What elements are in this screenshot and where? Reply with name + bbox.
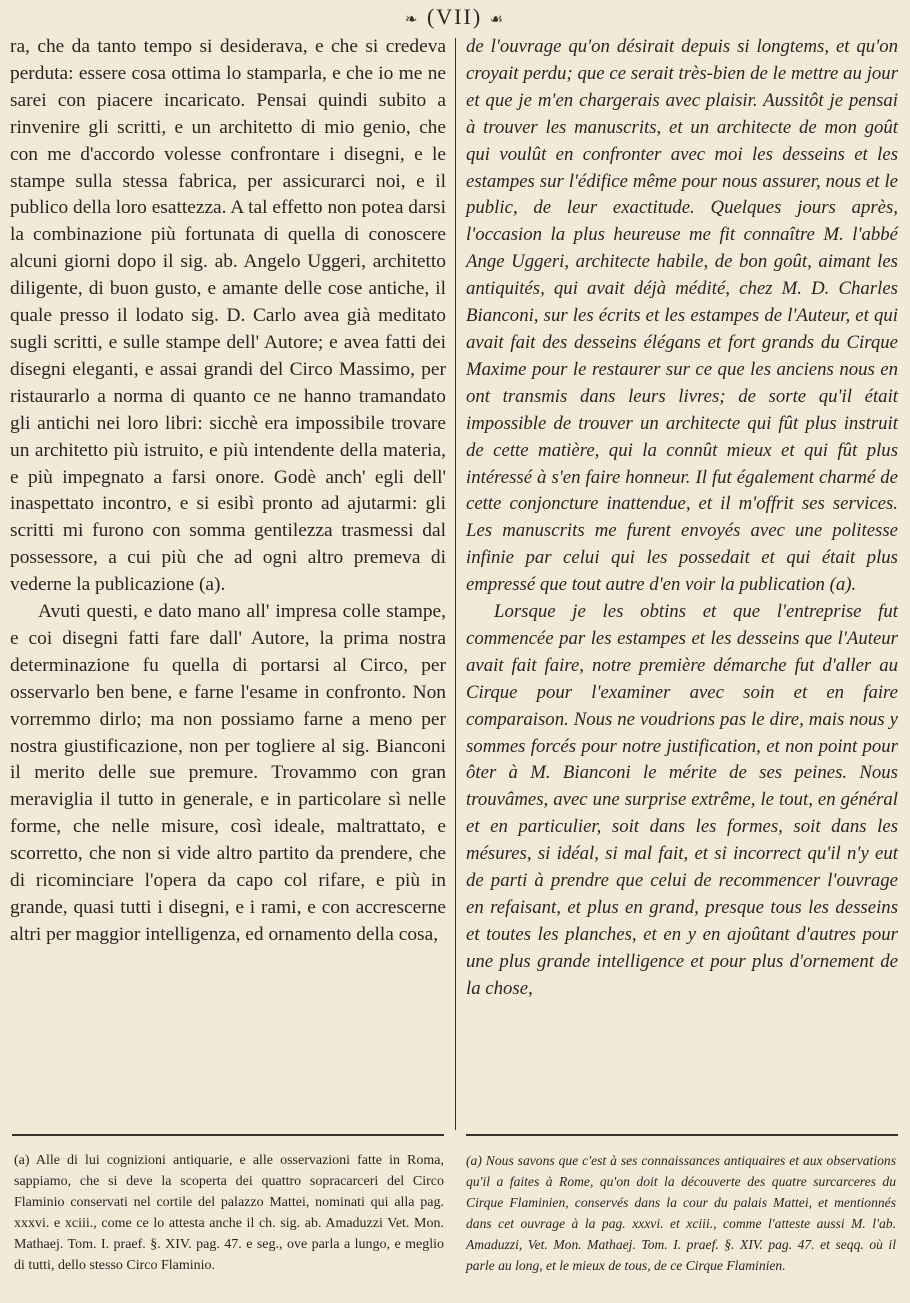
footnote-rule-right [466, 1134, 898, 1136]
french-text-column [466, 34, 898, 1124]
french-footnote [466, 1150, 896, 1276]
right-ornament-icon: ☙ [489, 12, 506, 28]
french-paragraph-1: de l'ouvrage qu'on désirait depuis si longtems, et qu'on croyait perdu; que ce serait très-bien de le mettre au jour et que je m'en chargerais avec plaisir. Aussitôt je pensai à trouver les manuscrits, et un architecte de mon goût qui voulût en confronter avec moi les desseins et les estampes sur l'édifice même pour nous assurer, nous et le public, de leur exactitude. Quelques jours après, l'occasion la plus heureuse me fit connaître M. l'abbé Ange Uggeri, architecte habile, de bon goût, aimant les antiquités, qui avait déjà médité, chez M. D. Charles Bianconi, sur les écrits et les estampes de l'Auteur, et qui avait fait des desseins élégans et fort grands du Cirque Maxime pour le restaurer sur ce que les anciens nous en ont transmis dans leurs livres; de sorte qu'il était impossible de trouver un architecte qui fût plus instruit de cette matière, qui la connût mieux et qui fût plus intéressé à s'en faire honneur. Il fut également charmé de cette conjoncture inattendue, et il m'offrit ses services. Les manuscrits me furent envoyés avec une politesse infinie par celui qui les possedait et qui était plus empressé que tout autre d'en voir la publication (a). [466, 36, 898, 596]
italian-footnote-text: (a) Alle di lui cognizioni antiquarie, e alle osservazioni fatte in Roma, sappiamo, che si deve la scoperta dei quattro sopracarceri del Circo Flaminio conservati nel cortile del palazzo Mattei, nominati qui alla pag. xxxvi. e xciii., come ce lo attesta anche il ch. sig. ab. Amaduzzi Vet. Mon. Mathaej. Tom. I. praef. §. XIV. pag. 47. e seg., ove parla a lungo, e meglio di tutti, dello stesso Circo Flaminio. [14, 1153, 444, 1273]
page-header [0, 4, 910, 30]
french-footnote-text: (a) Nous savons que c'est à ses connaissances antiquaires et aux observations qu'il a faites à Rome, qu'on doit la découverte des quatre surcarceres du Cirque Flaminien, conservés dans la cour du palais Mattei, et mentionnés dans cet ouvrage à la pag. xxxvi. et xciii., comme l'atteste aussi M. l'ab. Amaduzzi, Vet. Mon. Mathaej. Tom. I. praef. §. XIV. pag. 47. et seqq. où il parle au long, et le mieux de tous, de ce Cirque Flaminien. [466, 1153, 896, 1273]
italian-text-column [10, 34, 446, 1124]
italian-paragraph-1: ra, che da tanto tempo si desiderava, e che si credeva perduta: essere cosa ottima lo stamparla, e che io me ne sarei con piacere incaricato. Pensai quindi subito a rinvenire gli scritti, e un architetto di mio genio, che con me d'accordo volesse confrontare i disegni, e le stampe sulla stessa fabrica, per assicurarci noi, e il publico della loro esattezza. A tal effetto non potea darsi la combinazione più fortunata di quella di conoscere alcuni giorni dopo il sig. ab. Angelo Uggeri, architetto diligente, di buon gusto, e amante delle cose antiche, il quale presso il lodato sig. D. Carlo avea già meditato sugli scritti, e sulle stampe dell' Autore; e avea fatti dei disegni eleganti, e assai grandi del Circo Massimo, per ristaurarlo a norma di quanto ce ne hanno tramandato gli antichi nei loro libri: sicchè era impossibile trovare un architetto più istruito, e più intendente della materia, e più impegnato a farsi onore. Godè anch' egli dell' inaspettato incontro, e si esibì pronto ad ajutarmi: gli scritti mi furono con somma gentilezza trasmessi dal possessore, a cui più che ad ogni altro premeva di vederne la publicazione (a). [10, 36, 446, 596]
french-paragraph-2: Lorsque je les obtins et que l'entreprise fut commencée par les estampes et les desseins que l'Auteur avait fait faire, notre première démarche fut d'aller au Cirque pour l'examiner avec soin et en faire comparaison. Nous ne voudrions pas le dire, mais nous y sommes forcés pour notre justification, et non point pour ôter à M. Bianconi le mérite de ses peines. Nous trouvâmes, avec une surprise extrême, le tout, en général et en particulier, soit dans les formes, soit dans les mésures, si idéal, si mal fait, et si incorrect qu'il n'y eut de parti à prendre que celui de recommencer l'ouvrage en refaisant, et plus en grand, presque tous les desseins et toutes les planches, et en y en ajoûtant d'autres pour une plus grande intelligence et pour plus d'ornement de la chose, [466, 601, 898, 999]
page-number: (VII) [426, 4, 483, 29]
italian-paragraph-2: Avuti questi, e dato mano all' impresa colle stampe, e coi disegni fatti fare dall' Autore, la prima nostra determinazione fu quella di portarsi al Circo, per osservarlo ben bene, e farne l'esame in confronto. Non vorremmo dirlo; ma non possiamo farne a meno per nostra giustificazione, non per togliere al sig. Bianconi il merito delle sue premure. Trovammo con gran meraviglia il tutto in generale, e in particolare sì nelle forme, che nelle misure, così ideale, maltrattato, e scorretto, che non si vide altro partito da prendere, che di ricominciare l'opera da capo col rifare, e più in grande, quasi tutti i disegni, e i rami, e con accrescerne altri per maggior intelligenza, ed ornamento della cosa, [10, 601, 446, 945]
left-ornament-icon: ❧ [404, 12, 420, 28]
footnote-rule-left [12, 1134, 444, 1136]
column-divider [455, 38, 456, 1130]
italian-footnote [14, 1150, 444, 1276]
